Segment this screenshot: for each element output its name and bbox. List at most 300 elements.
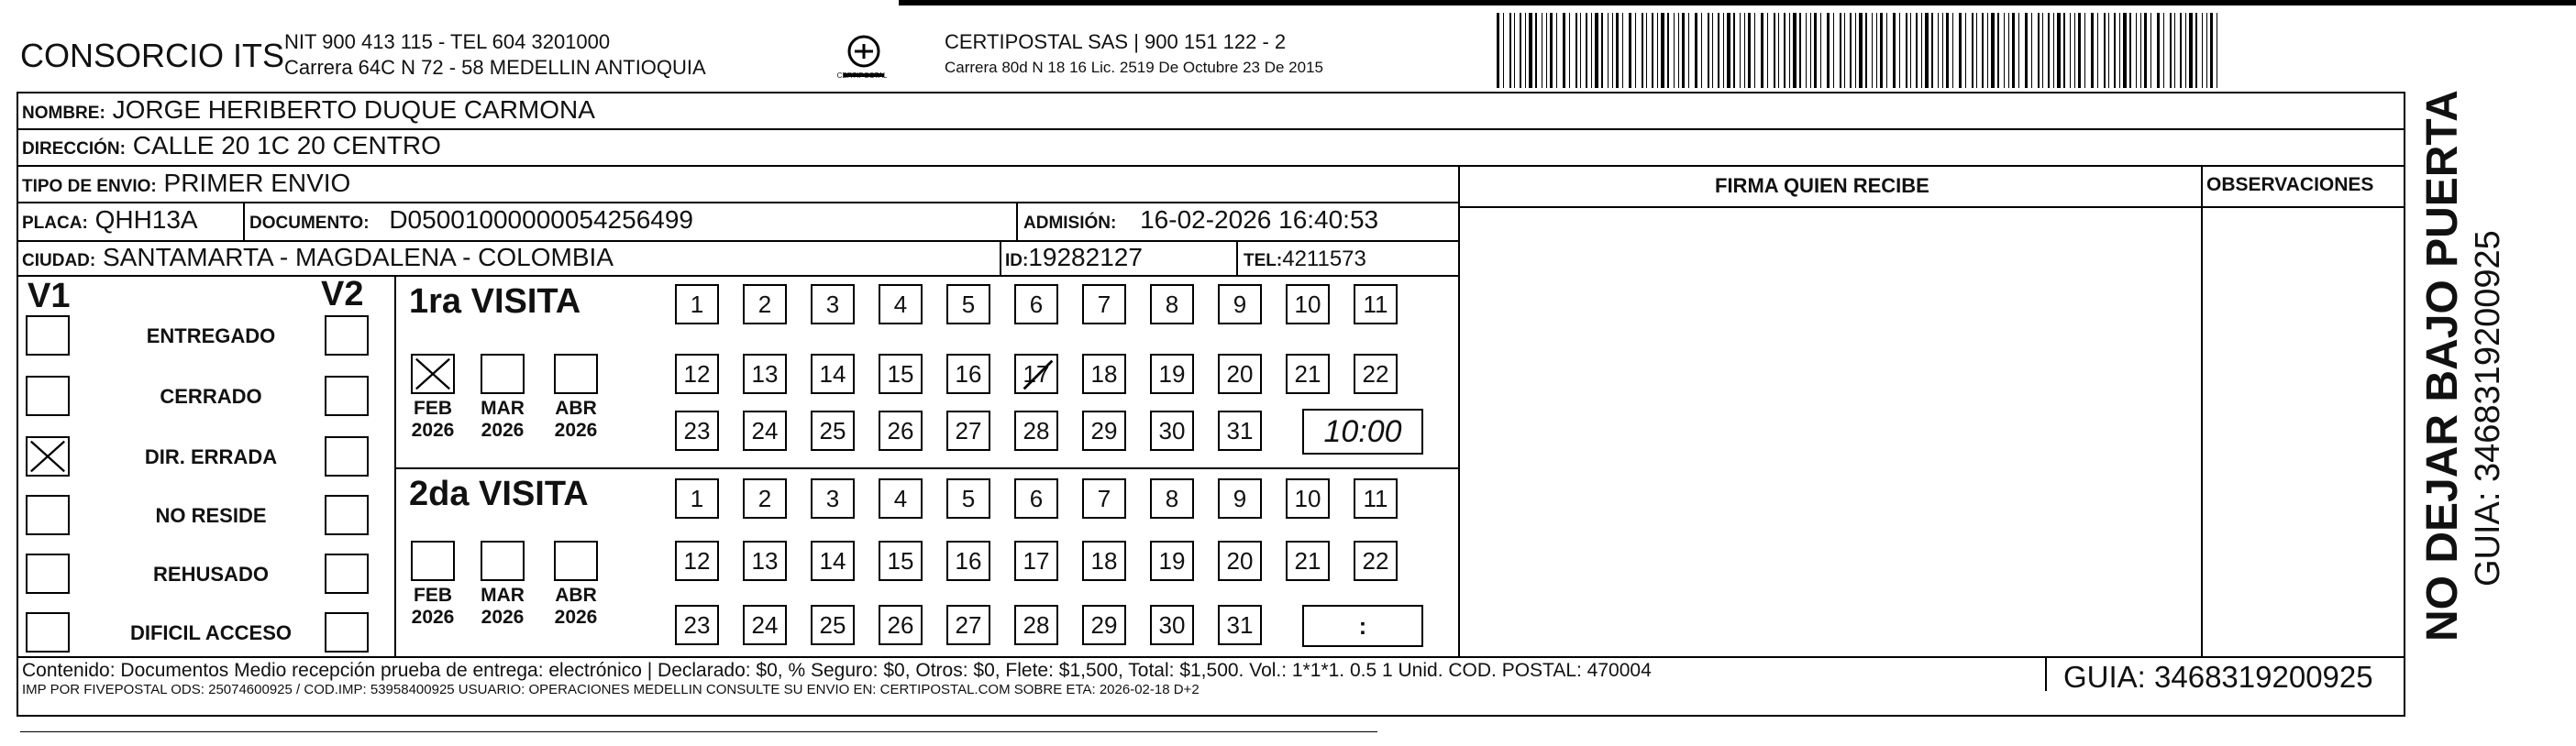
direccion-row [22, 131, 441, 160]
barcode-bar [1733, 13, 1735, 88]
v2-days-day-2[interactable]: 2 [743, 478, 787, 519]
barcode-bar [1678, 13, 1679, 88]
status-label-1: CERRADO [160, 385, 262, 408]
v2-days-day-29[interactable]: 29 [1082, 605, 1126, 645]
barcode-bar [2210, 13, 2213, 88]
status-label-4: REHUSADO [153, 563, 269, 586]
barcode-bar [2063, 13, 2065, 88]
v2-days-day-28[interactable]: 28 [1014, 605, 1058, 645]
placa-value: QHH13A [94, 205, 198, 234]
admision-value: 16-02-2026 16:40:53 [1140, 205, 1379, 234]
barcode-bar [1622, 13, 1623, 88]
v1-months-label-0 [403, 398, 463, 442]
barcode-bar [2114, 13, 2116, 88]
v2-checkbox-3[interactable] [325, 495, 369, 535]
barcode-bar [2163, 13, 2164, 88]
barcode-bar [1556, 13, 1557, 88]
v1-days-day-29[interactable]: 29 [1082, 411, 1126, 451]
barcode-bar [1833, 13, 1834, 88]
barcode-bar [1840, 13, 1841, 88]
certi-line: CERTIPOSTAL SAS | 900 151 122 - 2 [945, 30, 1287, 53]
visit1-time-box[interactable]: 10:00 [1302, 409, 1423, 455]
v2-days-day-20[interactable]: 20 [1218, 541, 1262, 581]
nombre-row [22, 95, 595, 125]
barcode-bar [1748, 13, 1751, 88]
v2-days-day-22[interactable]: 22 [1354, 541, 1398, 581]
barcode-bar [2202, 13, 2203, 88]
barcode-bar [1525, 13, 1526, 88]
barcode-bar [1740, 13, 1741, 88]
barcode-bar [1761, 13, 1763, 88]
status-label-5: DIFICIL ACCESO [129, 621, 292, 644]
barcode-bar [1688, 13, 1689, 88]
id-label: ID: [1005, 251, 1029, 270]
col-line [1000, 240, 1001, 275]
barcode-bar [1886, 13, 1887, 88]
barcode-bar [2170, 13, 2172, 88]
documento-label: DOCUMENTO: [249, 214, 370, 233]
barcode-bar [2004, 13, 2005, 88]
visit2-time-box[interactable]: : [1302, 605, 1423, 647]
v1-checkbox-0[interactable] [26, 315, 70, 356]
barcode-bar [2078, 13, 2081, 88]
barcode-bar [1535, 13, 1537, 88]
nombre-label: NOMBRE: [22, 104, 105, 123]
barcode-bar [1661, 13, 1664, 88]
barcode-bar [1806, 13, 1807, 88]
barcode-bar [1569, 13, 1570, 88]
barcode-bar [1952, 13, 1953, 88]
barcode-bar [1497, 13, 1499, 88]
barcode-bar [1616, 13, 1619, 88]
barcode-bar [1899, 13, 1900, 88]
barcode [1497, 13, 2221, 88]
v2-months-box-2[interactable] [554, 541, 598, 581]
v2-days-day-10[interactable]: 10 [1286, 478, 1330, 519]
row-line [17, 656, 2405, 658]
barcode-bar [2097, 13, 2098, 88]
barcode-bar [2070, 13, 2071, 88]
barcode-bar [1652, 13, 1653, 88]
barcode-bar [2189, 13, 2193, 88]
v1-months-year-2: 2026 [554, 420, 598, 441]
v1-days-day-30[interactable]: 30 [1150, 411, 1194, 451]
barcode-bar [1635, 13, 1636, 88]
barcode-bar [1514, 13, 1515, 88]
barcode-bar [1910, 13, 1911, 88]
id-value: 19282127 [1028, 243, 1143, 271]
barcode-bar [1580, 13, 1581, 88]
barcode-bar [1674, 13, 1675, 88]
barcode-bar [1774, 13, 1775, 88]
bottom-edge-line [20, 731, 1377, 732]
v2-months-month-1: MAR [481, 585, 525, 606]
v2-months-month-2: ABR [555, 585, 597, 606]
barcode-bar [1682, 13, 1685, 88]
v2-days-day-11[interactable]: 11 [1354, 478, 1398, 519]
placa-label: PLACA: [22, 214, 88, 233]
v1-checkbox-5[interactable] [26, 612, 70, 653]
v2-label: V2 [321, 275, 364, 313]
v1-months-label-2 [546, 398, 606, 442]
v2-days-day-19[interactable]: 19 [1150, 541, 1194, 581]
v1-days-day-23[interactable]: 23 [675, 411, 719, 451]
v2-months-label-0 [403, 585, 463, 629]
barcode-bar [2048, 13, 2050, 88]
barcode-bar [1850, 13, 1852, 88]
v2-checkbox-2[interactable] [325, 436, 369, 477]
main-frame [17, 92, 2405, 717]
barcode-bar [1784, 13, 1786, 88]
v2-days-day-4[interactable]: 4 [879, 478, 923, 519]
visit-divider [394, 467, 624, 469]
tel-label: TEL: [1244, 251, 1283, 270]
barcode-bar [1503, 13, 1504, 88]
barcode-bar [1982, 13, 1984, 88]
v1-days-day-7[interactable]: 7 [1082, 284, 1126, 324]
v1-days-day-13[interactable]: 13 [743, 354, 787, 394]
barcode-bar [2136, 13, 2137, 88]
barcode-bar [2042, 13, 2043, 88]
row-line [1458, 206, 2405, 208]
barcode-bar [1946, 13, 1949, 88]
v2-days-day-6[interactable]: 6 [1014, 478, 1058, 519]
v1-checkbox-2[interactable] [26, 436, 70, 477]
v2-checkbox-1[interactable] [325, 376, 369, 416]
tipo-value: PRIMER ENVIO [163, 169, 351, 197]
documento-cell [249, 205, 693, 235]
barcode-bar [1799, 13, 1801, 88]
barcode-bar [2195, 13, 2197, 88]
v1-days-day-25[interactable]: 25 [811, 411, 855, 451]
ciudad-value: SANTAMARTA - MAGDALENA - COLOMBIA [103, 243, 614, 271]
ciudad-cell [22, 243, 614, 272]
v2-days-day-12[interactable]: 12 [675, 541, 719, 581]
v2-days-day-16[interactable]: 16 [946, 541, 990, 581]
barcode-bar [1997, 13, 1999, 88]
v1-days-day-26[interactable]: 26 [879, 411, 923, 451]
barcode-bar [1520, 13, 1521, 88]
tipo-row [22, 169, 350, 198]
v2-months-box-1[interactable] [481, 541, 525, 581]
barcode-bar [1925, 13, 1929, 88]
footer-imp: IMP POR FIVEPOSTAL ODS: 25074600925 / COD.IMP: 53958400925 USUARIO: OPERACIONES MEDELLIN CONSULTE SU ENVIO EN: CERTIPOSTAL.COM SOBRE ETA: 2026-02-18 D+2 [22, 682, 1200, 697]
v1-months-box-1[interactable] [481, 354, 525, 394]
v1-months-box-0[interactable] [411, 354, 455, 394]
barcode-bar [2008, 13, 2009, 88]
tipo-label: TIPO DE ENVIO: [22, 177, 157, 196]
barcode-bar [1844, 13, 1845, 88]
v1-days-day-21[interactable]: 21 [1286, 354, 1330, 394]
barcode-bar [1965, 13, 1966, 88]
barcode-bar [1987, 13, 1988, 88]
v1-days-day-24[interactable]: 24 [743, 411, 787, 451]
barcode-bar [1942, 13, 1943, 88]
nombre-value: JORGE HERIBERTO DUQUE CARMONA [112, 95, 595, 124]
barcode-bar [1575, 13, 1577, 88]
barcode-bar [2025, 13, 2028, 88]
barcode-bar [1708, 13, 1709, 88]
v1-days-day-15[interactable]: 15 [879, 354, 923, 394]
barcode-bar [2174, 13, 2175, 88]
barcode-bar [2038, 13, 2040, 88]
v1-label: V1 [28, 277, 71, 315]
v2-days-day-13[interactable]: 13 [743, 541, 787, 581]
v1-days-day-9[interactable]: 9 [1218, 284, 1262, 324]
v1-months-label-1 [472, 398, 533, 442]
v1-months-month-0: FEB [414, 398, 452, 419]
placa-cell [22, 205, 198, 235]
v1-days-day-10[interactable]: 10 [1286, 284, 1330, 324]
v1-days-day-17[interactable]: 17 [1014, 354, 1058, 394]
v1-days-day-3[interactable]: 3 [811, 284, 855, 324]
v2-days-day-24[interactable]: 24 [743, 605, 787, 645]
nit-line: NIT 900 413 115 - TEL 604 3201000 [284, 30, 611, 53]
barcode-bar [1754, 13, 1755, 88]
barcode-bar [1657, 13, 1658, 88]
barcode-bar [1591, 13, 1592, 88]
v2-days-day-17[interactable]: 17 [1014, 541, 1058, 581]
barcode-bar [1859, 13, 1863, 88]
v2-days-day-3[interactable]: 3 [811, 478, 855, 519]
barcode-bar [1601, 13, 1603, 88]
v2-months-label-2 [546, 585, 606, 629]
barcode-bar [2084, 13, 2085, 88]
barcode-bar [2123, 13, 2127, 88]
barcode-bar [2129, 13, 2131, 88]
barcode-bar [2144, 13, 2147, 88]
v1-days-day-27[interactable]: 27 [946, 411, 990, 451]
v1-days-day-8[interactable]: 8 [1150, 284, 1194, 324]
col-line [243, 202, 245, 240]
top-edge-line [899, 0, 2576, 5]
barcode-bar [1612, 13, 1613, 88]
barcode-bar [2119, 13, 2120, 88]
certipostal-info [945, 29, 1323, 81]
footer-guia: GUIA: 3468319200925 [2063, 660, 2373, 694]
barcode-bar [2091, 13, 2094, 88]
barcode-bar [2074, 13, 2075, 88]
barcode-bar [1778, 13, 1779, 88]
tel-value: 4211573 [1282, 247, 1366, 271]
barcode-bar [1701, 13, 1702, 88]
v2-checkbox-4[interactable] [325, 554, 369, 594]
firma-header: FIRMA QUIEN RECIBE [1715, 174, 1929, 197]
footer-content: Contenido: Documentos Medio recepción prueba de entrega: electrónico | Declarado: $0, % Seguro: $0, Otros: $0, Flete: $1,500, Total: $1,500. Vol.: 1*1*1. 0.5 1 Unid. COD. POSTAL: 470004 [22, 660, 1652, 681]
barcode-bar [1880, 13, 1883, 88]
v1-days-day-1[interactable]: 1 [675, 284, 719, 324]
barcode-bar [1855, 13, 1856, 88]
v1-days-day-31[interactable]: 31 [1218, 411, 1262, 451]
side-guia-label: GUIA: 3468319200925 [2469, 230, 2507, 587]
v2-months-box-0[interactable] [411, 541, 455, 581]
v1-days-day-18[interactable]: 18 [1082, 354, 1126, 394]
barcode-bar [1972, 13, 1973, 88]
tel-cell [1244, 243, 1366, 272]
v2-days-day-18[interactable]: 18 [1082, 541, 1126, 581]
status-label-2: DIR. ERRADA [144, 445, 278, 468]
barcode-bar [2104, 13, 2106, 88]
v1-checkbox-4[interactable] [26, 554, 70, 594]
barcode-bar [2057, 13, 2061, 88]
barcode-bar [2206, 13, 2207, 88]
company-name: CONSORCIO ITS [20, 37, 285, 74]
v1-days-day-20[interactable]: 20 [1218, 354, 1262, 394]
barcode-bar [1906, 13, 1907, 88]
v1-days-day-5[interactable]: 5 [946, 284, 990, 324]
status-label-0: ENTREGADO [146, 324, 276, 347]
v2-months-year-2: 2026 [554, 607, 598, 628]
barcode-bar [2157, 13, 2160, 88]
row-line [17, 275, 1458, 277]
visit-divider [624, 467, 1458, 469]
v2-checkbox-0[interactable] [325, 315, 369, 356]
barcode-bar [1608, 13, 1609, 88]
v1-months-year-1: 2026 [481, 420, 525, 441]
v2-days-day-31[interactable]: 31 [1218, 605, 1262, 645]
barcode-bar [1695, 13, 1697, 88]
v1-months-box-2[interactable] [554, 354, 598, 394]
v1-days-day-14[interactable]: 14 [811, 354, 855, 394]
v2-days-day-7[interactable]: 7 [1082, 478, 1126, 519]
v1-days-day-2[interactable]: 2 [743, 284, 787, 324]
barcode-bar [1529, 13, 1532, 88]
status-label-3: NO RESIDE [155, 504, 267, 527]
barcode-bar [1744, 13, 1745, 88]
barcode-bar [2150, 13, 2151, 88]
v1-days-day-4[interactable]: 4 [879, 284, 923, 324]
v2-days-day-27[interactable]: 27 [946, 605, 990, 645]
logo-text: CERTIPOSTAL [836, 71, 888, 80]
barcode-bar [1865, 13, 1867, 88]
v2-days-day-9[interactable]: 9 [1218, 478, 1262, 519]
barcode-bar [1931, 13, 1933, 88]
company-info [284, 29, 706, 81]
barcode-bar [1546, 13, 1547, 88]
barcode-bar [1629, 13, 1631, 88]
barcode-bar [1509, 13, 1511, 88]
barcode-bar [1550, 13, 1553, 88]
v1-months-year-0: 2026 [411, 420, 455, 441]
v2-days-day-26[interactable]: 26 [879, 605, 923, 645]
barcode-bar [1938, 13, 1939, 88]
v1-days-day-11[interactable]: 11 [1354, 284, 1398, 324]
barcode-bar [1810, 13, 1811, 88]
v2-days-day-23[interactable]: 23 [675, 605, 719, 645]
barcode-bar [1595, 13, 1598, 88]
barcode-bar [1814, 13, 1817, 88]
v2-days-day-8[interactable]: 8 [1150, 478, 1194, 519]
v2-days-day-25[interactable]: 25 [811, 605, 855, 645]
v2-checkbox-5[interactable] [325, 612, 369, 653]
col-line [1016, 202, 1018, 240]
v1-days-day-16[interactable]: 16 [946, 354, 990, 394]
ciudad-label: CIUDAD: [22, 251, 96, 270]
v1-days-day-6[interactable]: 6 [1014, 284, 1058, 324]
barcode-bar [1893, 13, 1896, 88]
barcode-bar [1921, 13, 1922, 88]
v2-months-label-1 [472, 585, 533, 629]
col-line [394, 275, 396, 656]
address-line: Carrera 64C N 72 - 58 MEDELLIN ANTIOQUIA [284, 56, 706, 79]
v2-months-year-1: 2026 [481, 607, 525, 628]
v1-checkbox-1[interactable] [26, 376, 70, 416]
barcode-bar [1876, 13, 1877, 88]
v1-months-month-2: ABR [555, 398, 597, 419]
barcode-bar [1718, 13, 1719, 88]
v1-days-day-22[interactable]: 22 [1354, 354, 1398, 394]
visit1-title: 1ra VISITA [409, 282, 581, 321]
col-line [1236, 240, 1238, 275]
v2-days-day-14[interactable]: 14 [811, 541, 855, 581]
barcode-bar [1872, 13, 1873, 88]
barcode-bar [1976, 13, 1977, 88]
admision-label: ADMISIÓN: [1023, 214, 1117, 233]
v2-months-year-0: 2026 [411, 607, 455, 628]
barcode-bar [1723, 13, 1724, 88]
admision-cell [1023, 205, 1378, 235]
documento-value: D05001000000054256499 [389, 205, 693, 234]
barcode-bar [1727, 13, 1730, 88]
v2-days-day-5[interactable]: 5 [946, 478, 990, 519]
row-line [17, 165, 2405, 167]
barcode-bar [1642, 13, 1643, 88]
barcode-bar [1820, 13, 1821, 88]
v1-days-day-19[interactable]: 19 [1150, 354, 1194, 394]
certi-address: Carrera 80d N 18 16 Lic. 2519 De Octubre 23 De 2015 [945, 59, 1323, 76]
barcode-bar [1586, 13, 1587, 88]
v1-days-day-12[interactable]: 12 [675, 354, 719, 394]
observaciones-header: OBSERVACIONES [2206, 174, 2374, 195]
barcode-bar [1767, 13, 1768, 88]
barcode-bar [2053, 13, 2054, 88]
barcode-bar [1959, 13, 1962, 88]
barcode-bar [2031, 13, 2032, 88]
id-cell [1005, 243, 1143, 272]
barcode-bar [1563, 13, 1565, 88]
no-dejar-label: NO DEJAR BAJO PUERTA [2418, 90, 2467, 642]
barcode-bar [1827, 13, 1830, 88]
barcode-bar [2018, 13, 2019, 88]
v1-months-month-1: MAR [481, 398, 525, 419]
v2-days-day-1[interactable]: 1 [675, 478, 719, 519]
row-line [17, 202, 1458, 203]
v2-months-month-0: FEB [414, 585, 452, 606]
barcode-bar [1916, 13, 1918, 88]
v1-days-day-28[interactable]: 28 [1014, 411, 1058, 451]
barcode-bar [2108, 13, 2109, 88]
v2-days-day-21[interactable]: 21 [1286, 541, 1330, 581]
barcode-bar [1646, 13, 1647, 88]
row-line [17, 240, 1458, 242]
barcode-bar [1789, 13, 1790, 88]
barcode-bar [1793, 13, 1797, 88]
barcode-bar [2140, 13, 2141, 88]
row-line [17, 128, 2405, 130]
direccion-value: CALLE 20 1C 20 CENTRO [132, 131, 441, 159]
col-line [2201, 165, 2203, 656]
barcode-bar [2185, 13, 2186, 88]
direccion-label: DIRECCIÓN: [22, 139, 126, 159]
v1-checkbox-3[interactable] [26, 495, 70, 535]
visit2-title: 2da VISITA [409, 475, 589, 513]
v2-days-day-30[interactable]: 30 [1150, 605, 1194, 645]
barcode-bar [1712, 13, 1713, 88]
col-line [2045, 656, 2047, 691]
barcode-bar [1667, 13, 1669, 88]
v2-days-day-15[interactable]: 15 [879, 541, 923, 581]
barcode-bar [2180, 13, 2182, 88]
